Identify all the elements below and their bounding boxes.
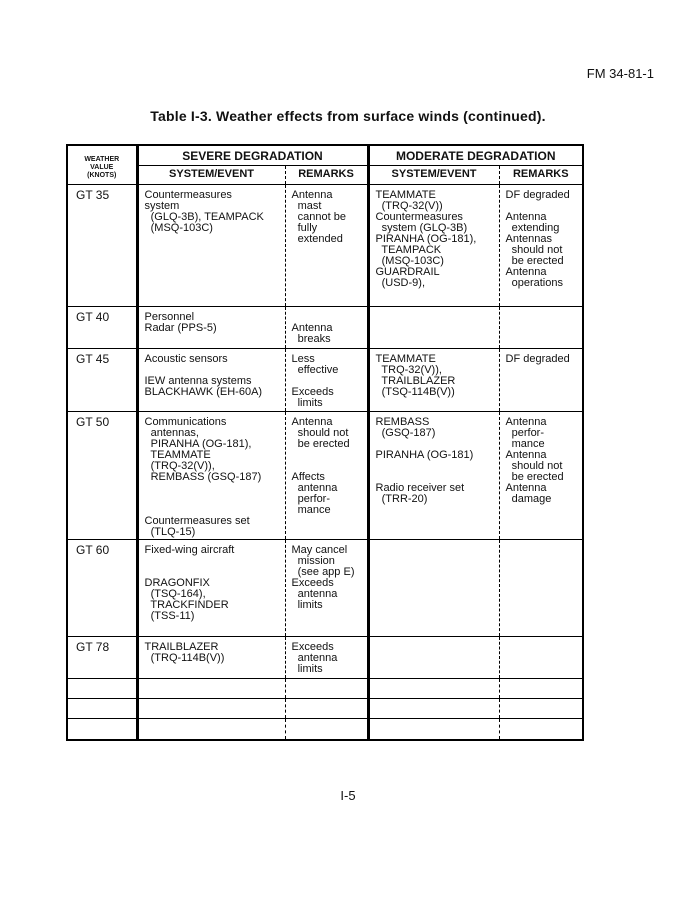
table-row [67, 540, 583, 637]
moderate-remarks-cell [499, 540, 583, 637]
weather-effects-table [66, 144, 584, 741]
moderate-system-event-header: SYSTEM/EVENT [368, 165, 499, 184]
severe-system-event-header: SYSTEM/EVENT [137, 165, 285, 184]
empty-row [67, 679, 583, 699]
moderate-remarks-header: REMARKS [499, 165, 583, 184]
moderate-system-cell: TEAMMATE TRQ-32(V)), TRAILBLAZER (TSQ-114B(V)) [368, 348, 499, 411]
empty-row [67, 719, 583, 740]
moderate-remarks-cell [499, 306, 583, 348]
moderate-system-cell: REMBASS (GSQ-187) PIRANHA (OG-181) Radio receiver set (TRR-20) [368, 411, 499, 539]
moderate-remarks-cell: Antenna perfor- mance Antenna should not be erected Antenna damage [499, 411, 583, 539]
table-row [67, 306, 583, 348]
severe-remarks-cell: Antenna breaks [285, 306, 368, 348]
severe-remarks-cell: Less effective Exceeds limits [285, 348, 368, 411]
table-row [67, 411, 583, 539]
table-row [67, 348, 583, 411]
severe-remarks-header: REMARKS [285, 165, 368, 184]
severe-remarks-cell: Antenna mast cannot be fully extended [285, 184, 368, 306]
severe-remarks-cell: May cancel mission (see app E) Exceeds antenna limits [285, 540, 368, 637]
severe-degradation-header: SEVERE DEGRADATION [137, 145, 368, 165]
moderate-remarks-cell: DF degraded Antenna extending Antennas should not be erected Antenna operations [499, 184, 583, 306]
page-number: I-5 [340, 788, 356, 803]
table-row [67, 184, 583, 306]
moderate-system-cell: TEAMMATE (TRQ-32(V)) Countermeasures system (GLQ-3B) PIRANHA (OG-181), TEAMPACK (MSQ-103C) GUARDRAIL (USD-9), [368, 184, 499, 306]
severe-system-cell: TRAILBLAZER (TRQ-114B(V)) [137, 637, 285, 679]
severe-system-cell: Acoustic sensors IEW antenna systems BLACKHAWK (EH-60A) [137, 348, 285, 411]
moderate-system-cell [368, 637, 499, 679]
moderate-degradation-header: MODERATE DEGRADATION [395, 149, 556, 163]
weather-value: GT 60 [67, 540, 137, 637]
table-title: Table I-3. Weather effects from surface winds (continued). [150, 108, 546, 124]
weather-value: GT 78 [67, 637, 137, 679]
weather-value: GT 35 [67, 184, 137, 306]
weather-value: GT 40 [67, 306, 137, 348]
weather-value: GT 50 [67, 411, 137, 539]
moderate-remarks-cell: DF degraded [499, 348, 583, 411]
moderate-system-cell [368, 540, 499, 637]
severe-system-cell: Personnel Radar (PPS-5) [137, 306, 285, 348]
severe-system-cell: Communications antennas, PIRANHA (OG-181), TEAMMATE (TRQ-32(V)), REMBASS (GSQ-187) Countermeasures set (TLQ-15) [137, 411, 285, 539]
table-row [67, 637, 583, 679]
moderate-system-cell [368, 306, 499, 348]
severe-system-cell: Countermeasures system (GLQ-3B), TEAMPACK (MSQ-103C) [137, 184, 285, 306]
severe-remarks-cell: Antenna should not be erected Affects antenna perfor- mance [285, 411, 368, 539]
severe-system-cell: Fixed-wing aircraft DRAGONFIX (TSQ-164), TRACKFINDER (TSS-11) [137, 540, 285, 637]
weather-value-header: WEATHER VALUE (KNOTS) [67, 145, 137, 184]
empty-row [67, 699, 583, 719]
document-id: FM 34-81-1 [586, 66, 654, 81]
moderate-remarks-cell [499, 637, 583, 679]
severe-remarks-cell: Exceeds antenna limits [285, 637, 368, 679]
weather-value: GT 45 [67, 348, 137, 411]
